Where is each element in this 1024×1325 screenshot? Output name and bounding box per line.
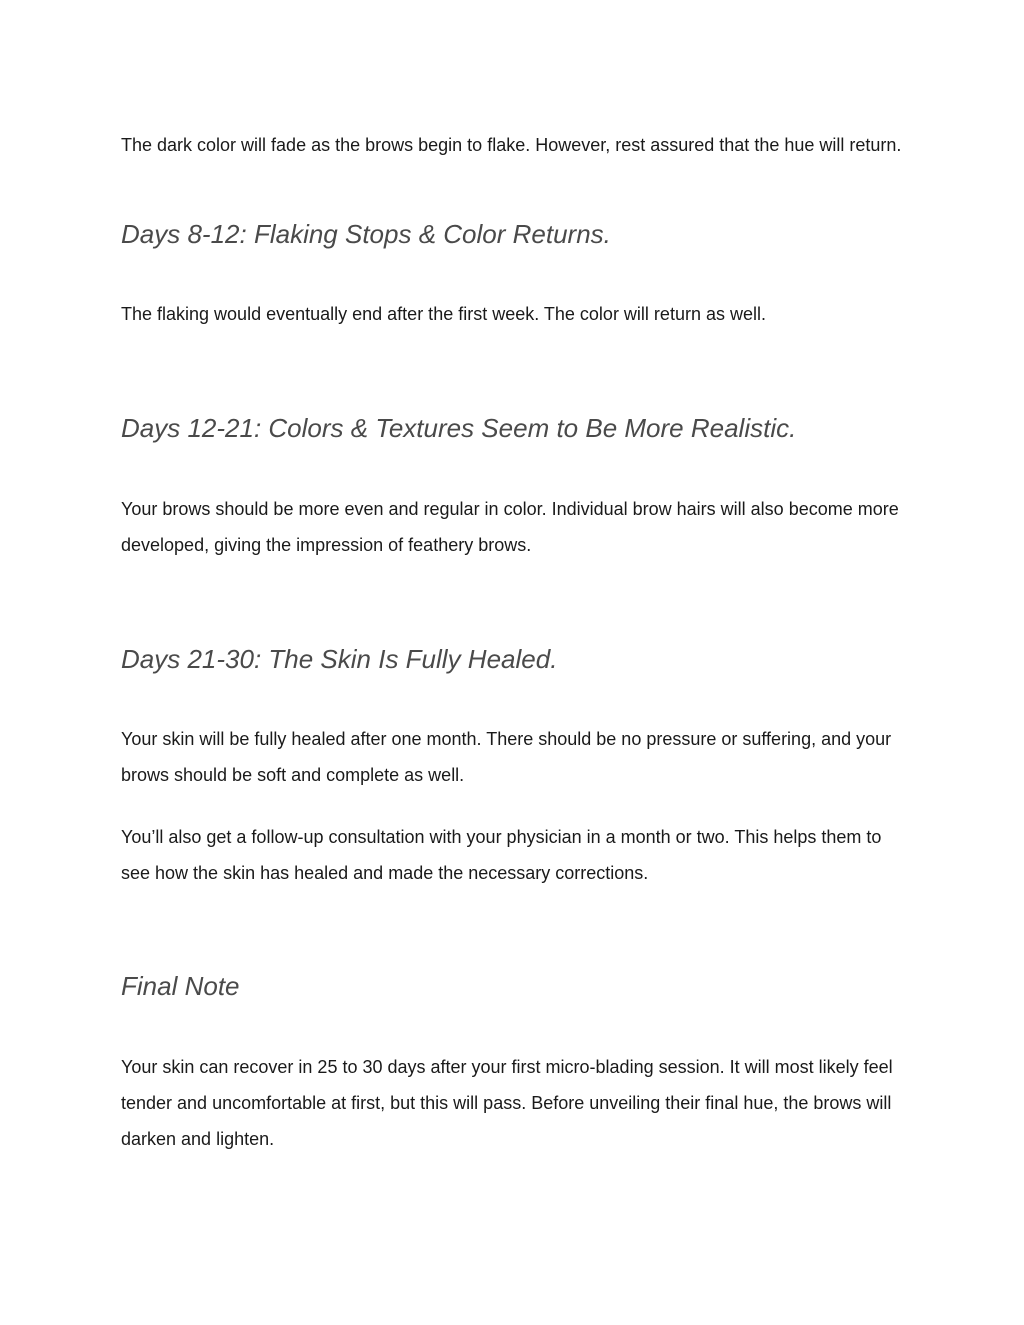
- heading-days-12-21: Days 12-21: Colors & Textures Seem to Be More Realistic.: [121, 413, 797, 443]
- paragraph-flaking-ends: The flaking would eventually end after the first week. The color will return as well.: [121, 304, 766, 324]
- heading-days-8-12: Days 8-12: Flaking Stops & Color Returns.: [121, 219, 611, 249]
- paragraph-follow-up: You’ll also get a follow-up consultation with your physician in a month or two. This helps them to see how the skin has healed and made the necessary corrections.: [121, 827, 882, 883]
- paragraph-even-brows: Your brows should be more even and regular in color. Individual brow hairs will also become more developed, giving the impression of feathery brows.: [121, 499, 899, 555]
- heading-days-21-30: Days 21-30: The Skin Is Fully Healed.: [121, 644, 558, 674]
- paragraph-fully-healed: Your skin will be fully healed after one month. There should be no pressure or suffering, and your brows should be soft and complete as well.: [121, 729, 892, 785]
- paragraph-recovery-summary: Your skin can recover in 25 to 30 days after your first micro-blading session. It will most likely feel tender and uncomfortable at first, but this will pass. Before unveiling their final hue, the brows will darken and lighten.: [121, 1057, 893, 1149]
- heading-final-note: Final Note: [121, 971, 240, 1001]
- paragraph-fading-color: The dark color will fade as the brows begin to flake. However, rest assured that the hue will return.: [121, 135, 902, 155]
